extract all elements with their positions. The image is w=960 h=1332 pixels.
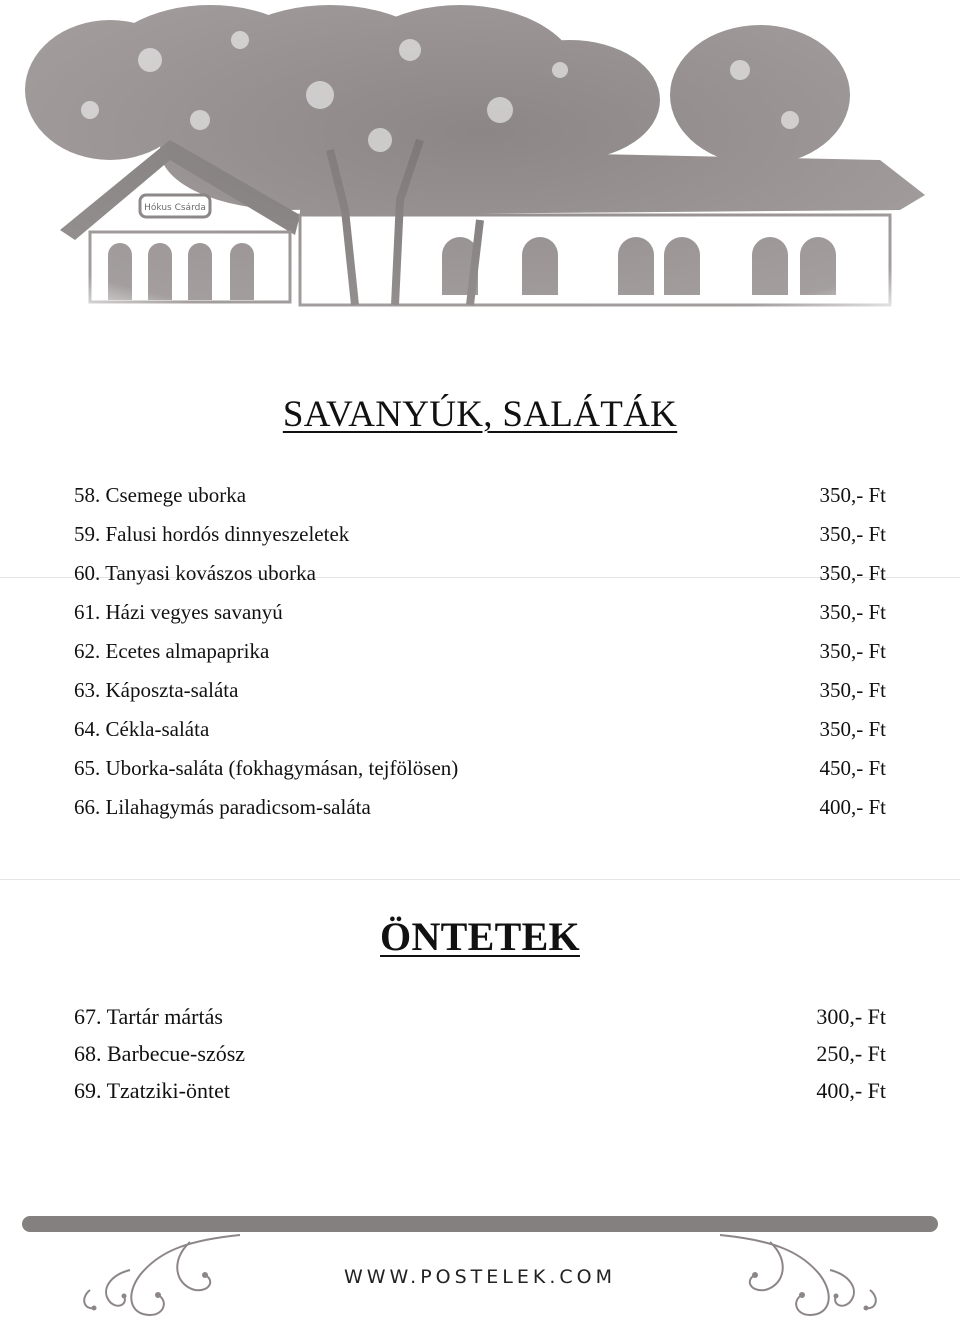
menu-item (74, 1004, 886, 1041)
menu-item-name: 62. Ecetes almapaprika (74, 639, 270, 663)
menu-item-price: 350,- Ft (819, 600, 886, 624)
menu-item-price: 400,- Ft (816, 1078, 886, 1103)
menu-item (74, 756, 886, 795)
restaurant-building-photo (0, 0, 960, 330)
menu-item (74, 717, 886, 756)
section-title-savanyuk-salatak: SAVANYÚK, SALÁTÁK (282, 394, 678, 435)
menu-item-price: 350,- Ft (819, 483, 886, 507)
menu-item (74, 639, 886, 678)
menu-item-name: 69. Tzatziki-öntet (74, 1078, 230, 1103)
menu-list-savanyuk (74, 483, 886, 834)
footer-website-url: WWW.POSTELEK.COM (343, 1266, 616, 1288)
menu-item-name: 68. Barbecue-szósz (74, 1041, 246, 1066)
menu-item-price: 350,- Ft (819, 639, 886, 663)
menu-item-price: 350,- Ft (819, 522, 886, 546)
menu-item (74, 483, 886, 522)
menu-item-name: 58. Csemege uborka (74, 483, 247, 507)
menu-item (74, 678, 886, 717)
footer (0, 1200, 960, 1332)
menu-item (74, 1078, 886, 1115)
menu-item (74, 600, 886, 639)
menu-item (74, 1041, 886, 1078)
menu-item-name: 65. Uborka-saláta (fokhagymásan, tejfölösen) (74, 756, 459, 780)
menu-item (74, 795, 886, 834)
menu-item-price: 250,- Ft (816, 1041, 886, 1066)
menu-item (74, 522, 886, 561)
menu-item-name: 64. Cékla-saláta (74, 717, 210, 741)
menu-item-name: 67. Tartár mártás (74, 1004, 223, 1029)
menu-item-price: 450,- Ft (819, 756, 886, 780)
menu-item-price: 400,- Ft (819, 795, 886, 819)
menu-item-name: 61. Házi vegyes savanyú (74, 600, 283, 624)
section-title-ontetek: ÖNTETEK (380, 914, 580, 959)
menu-item-price: 350,- Ft (819, 561, 886, 585)
section-divider (0, 879, 960, 880)
menu-item-name: 59. Falusi hordós dinnyeszeletek (74, 522, 350, 546)
menu-item-name: 63. Káposzta-saláta (74, 678, 239, 702)
menu-item-price: 350,- Ft (819, 678, 886, 702)
menu-item-price: 300,- Ft (816, 1004, 886, 1029)
menu-item-name: 66. Lilahagymás paradicsom-saláta (74, 795, 371, 819)
menu-item-name: 60. Tanyasi kovászos uborka (74, 561, 316, 585)
menu-list-ontetek (74, 1004, 886, 1115)
menu-item-price: 350,- Ft (819, 717, 886, 741)
menu-item (74, 561, 886, 600)
